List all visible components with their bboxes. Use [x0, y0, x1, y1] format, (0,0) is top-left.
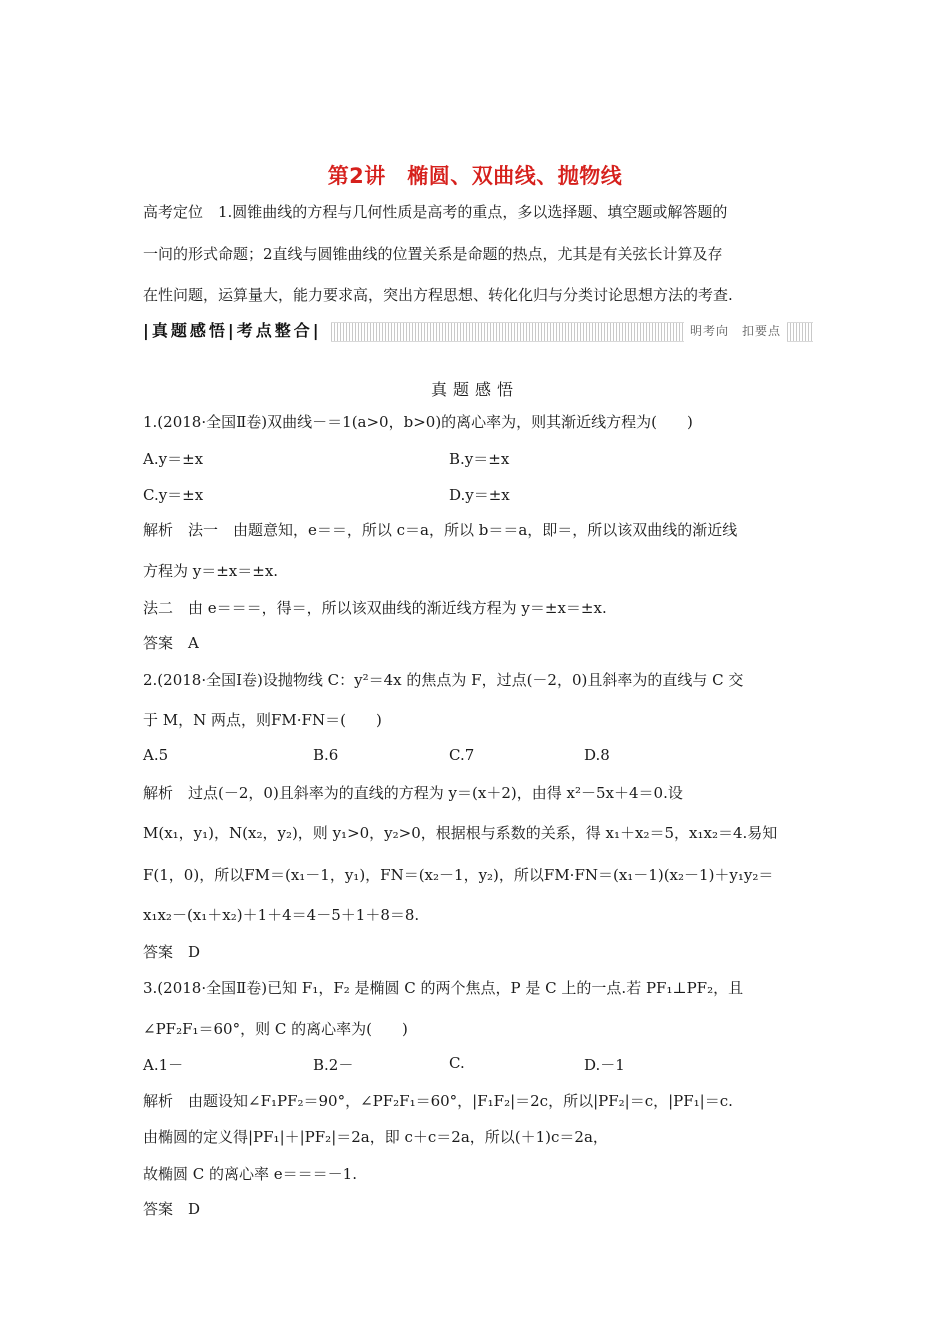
q2-solution-line-4: x₁x₂－(x₁＋x₂)＋1＋4＝4－5＋1＋8＝8. [143, 906, 420, 924]
banner-subtitle: 明考向 扣要点 [684, 318, 787, 344]
intro-line-2: 一问的形式命题；2直线与圆锥曲线的位置关系是命题的热点，尤其是有关弦长计算及存 [143, 245, 723, 263]
lecture-title: 第2讲 椭圆、双曲线、抛物线 [327, 164, 623, 188]
q1-answer: 答案 A [143, 634, 199, 652]
q1-option-d: D.y＝±x [449, 486, 510, 504]
q3-stem-line-1: 3.(2018·全国Ⅱ卷)已知 F₁，F₂ 是椭圆 C 的两个焦点，P 是 C 上的一点.若 PF₁⊥PF₂，且 [143, 979, 744, 997]
q2-solution-line-3: F(1，0)，所以FM＝(x₁－1，y₁)，FN＝(x₂－1，y₂)，所以FM·FN＝(x₁－1)(x₂－1)＋y₁y₂＝ [143, 866, 774, 884]
q1-option-c: C.y＝±x [143, 486, 204, 504]
q2-stem-line-2: 于 M，N 两点，则FM·FN＝( ) [143, 711, 382, 729]
q2-option-d: D.8 [584, 746, 610, 764]
section-title: 真题感悟 [430, 380, 519, 399]
q3-solution-line-1: 解析 由题设知∠F₁PF₂＝90°，∠PF₂F₁＝60°，|F₁F₂|＝2c，所以|PF₂|＝c，|PF₁|＝c. [143, 1092, 733, 1110]
q3-answer: 答案 D [143, 1200, 201, 1218]
q2-answer: 答案 D [143, 943, 201, 961]
q2-solution-line-1: 解析 过点(－2，0)且斜率为的直线的方程为 y＝(x＋2)，由得 x²－5x＋4＝0.设 [143, 784, 683, 802]
q2-option-c: C.7 [449, 746, 475, 764]
q2-option-b: B.6 [313, 746, 339, 764]
section-banner [143, 318, 813, 344]
banner-tabs: |真题感悟|考点整合| [143, 318, 328, 344]
q3-solution-line-2: 由椭圆的定义得|PF₁|＋|PF₂|＝2a，即 c＋c＝2a，所以(＋1)c＝2a， [143, 1128, 608, 1146]
q3-solution-line-3: 故椭圆 C 的离心率 e＝＝＝－1. [143, 1165, 357, 1183]
q3-option-c: C. [449, 1054, 465, 1072]
q1-solution-line-3: 法二 由 e＝＝＝，得＝，所以该双曲线的渐近线方程为 y＝±x＝±x. [143, 599, 607, 617]
intro-line-1: 高考定位 1.圆锥曲线的方程与几何性质是高考的重点，多以选择题、填空题或解答题的 [143, 203, 728, 221]
q2-option-a: A.5 [143, 746, 169, 764]
q1-option-b: B.y＝±x [449, 450, 510, 468]
q3-option-d: D.－1 [584, 1056, 625, 1074]
q3-option-b: B.2－ [313, 1056, 354, 1074]
q1-solution-line-1: 解析 法一 由题意知，e＝＝，所以 c＝a，所以 b＝＝a，即＝，所以该双曲线的渐近线 [143, 521, 738, 539]
q1-option-a: A.y＝±x [143, 450, 204, 468]
intro-line-3: 在性问题，运算量大，能力要求高，突出方程思想、转化化归与分类讨论思想方法的考查. [143, 286, 733, 304]
q3-stem-line-2: ∠PF₂F₁＝60°，则 C 的离心率为( ) [143, 1020, 408, 1038]
q3-option-a: A.1－ [143, 1056, 184, 1074]
q1-solution-line-2: 方程为 y＝±x＝±x. [143, 562, 279, 580]
q2-solution-line-2: M(x₁，y₁)，N(x₂，y₂)，则 y₁>0，y₂>0，根据根与系数的关系，得 x₁＋x₂＝5，x₁x₂＝4.易知 [143, 824, 778, 842]
q1-stem: 1.(2018·全国Ⅱ卷)双曲线－＝1(a>0，b>0)的离心率为，则其渐近线方程为( ) [143, 413, 693, 431]
q2-stem-line-1: 2.(2018·全国Ⅰ卷)设抛物线 C：y²＝4x 的焦点为 F，过点(－2，0)且斜率为的直线与 C 交 [143, 671, 744, 689]
